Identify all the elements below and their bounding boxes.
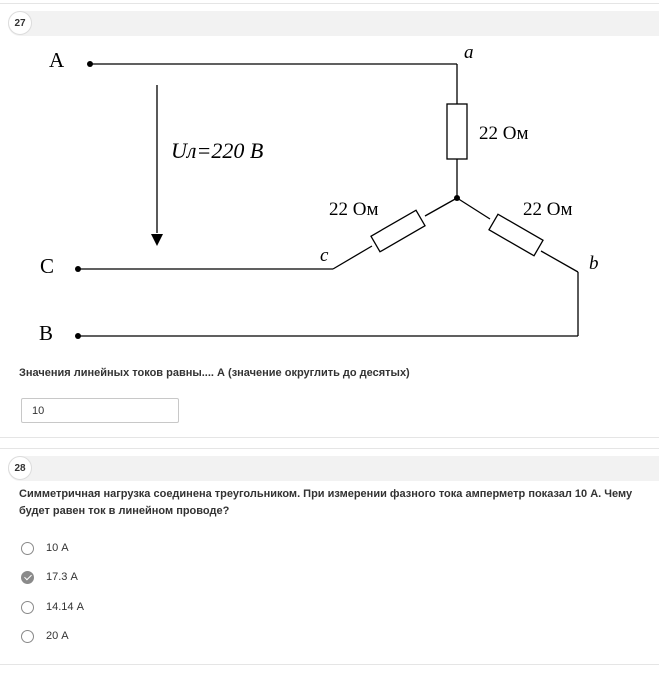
- radio-button[interactable]: [21, 601, 34, 614]
- node-C-label: C: [40, 254, 55, 278]
- option-label: 20 А: [46, 630, 69, 642]
- answer-input[interactable]: [21, 398, 179, 423]
- resistor-b: [489, 214, 543, 256]
- radio-button[interactable]: [21, 630, 34, 643]
- question-28-text: Симметричная нагрузка соединена треугольником. При измерении фазного тока амперметр показал 10 А. Чему будет равен ток в линейном проводе?: [19, 488, 633, 517]
- option-label: 17.3 А: [46, 571, 78, 583]
- option-3[interactable]: [21, 598, 84, 616]
- option-1[interactable]: [21, 539, 69, 557]
- question-27-header: [8, 11, 659, 36]
- voltage-label: Uл=220 В: [171, 138, 264, 163]
- question-number: 27: [8, 11, 32, 35]
- bottom-divider: [0, 664, 659, 665]
- resistor-c: [371, 210, 425, 252]
- question-number: 28: [8, 456, 32, 480]
- radio-button[interactable]: [21, 542, 34, 555]
- question-27-text: Значения линейных токов равны.... А (значение округлить до десятых): [19, 367, 410, 379]
- circuit-diagram: [0, 38, 659, 348]
- option-label: 14.14 А: [46, 601, 84, 613]
- node-a-label: a: [464, 42, 474, 63]
- node-c-label: c: [320, 245, 329, 266]
- node-b-label: b: [589, 253, 599, 274]
- resistor-a-label: 22 Ом: [479, 123, 529, 144]
- node-B-label: B: [39, 321, 54, 345]
- resistor-b-label: 22 Ом: [523, 199, 573, 220]
- question-divider-2: [0, 448, 659, 449]
- option-label: 10 А: [46, 542, 69, 554]
- question-28-header: [8, 456, 659, 481]
- option-4[interactable]: [21, 627, 69, 645]
- resistor-c-label: 22 Ом: [329, 199, 379, 220]
- top-divider: [0, 3, 659, 4]
- radio-button-selected[interactable]: [21, 571, 34, 584]
- node-A-label: A: [49, 48, 65, 72]
- option-2[interactable]: [21, 568, 78, 586]
- question-divider: [0, 437, 659, 438]
